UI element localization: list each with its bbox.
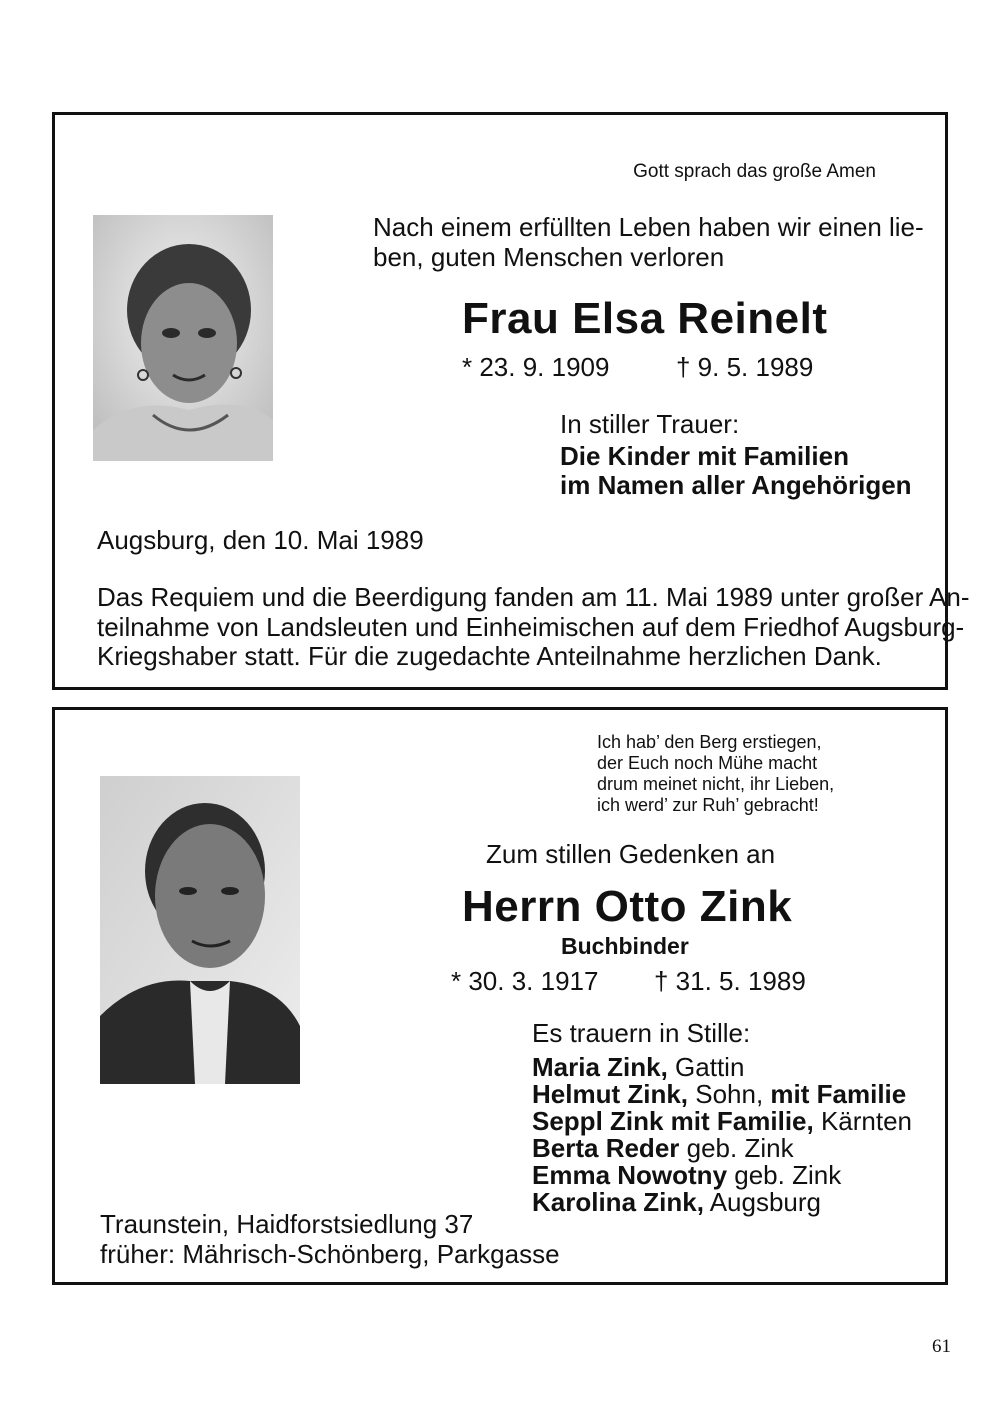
mourners-line-2: im Namen aller Angehörigen bbox=[560, 470, 912, 500]
birth-date: * 23. 9. 1909 bbox=[462, 352, 610, 382]
poem-line: ich werd’ zur Ruh’ gebracht! bbox=[597, 795, 819, 815]
mourner-entry: Karolina Zink, Augsburg bbox=[532, 1187, 822, 1217]
occupation: Buchbinder bbox=[561, 933, 689, 959]
funeral-text-line-2: teilnahme von Landsleuten und Einheimischen auf dem Friedhof Augsburg- bbox=[97, 612, 965, 642]
deceased-name: Frau Elsa Reinelt bbox=[462, 294, 828, 343]
motto-text: Gott sprach das große Amen bbox=[633, 161, 876, 182]
portrait-photo-elsa-reinelt bbox=[93, 215, 273, 461]
mourners-line-1: Die Kinder mit Familien bbox=[560, 441, 849, 471]
mourner-entry: Helmut Zink, Sohn, mit Familie bbox=[532, 1079, 907, 1109]
address-line-2: früher: Mährisch-Schönberg, Parkgasse bbox=[100, 1239, 560, 1269]
mourners-list bbox=[532, 1054, 912, 1216]
poem-block bbox=[597, 732, 834, 816]
intro-line-2: ben, guten Menschen verloren bbox=[373, 242, 725, 272]
funeral-text-line-1: Das Requiem und die Beerdigung fanden am 11. Mai 1989 unter großer An- bbox=[97, 582, 970, 612]
mourner-entry: Seppl Zink mit Familie, Kärnten bbox=[532, 1106, 913, 1136]
intro-line-1: Nach einem erfüllten Leben haben wir einen lie- bbox=[373, 212, 924, 242]
birth-date: * 30. 3. 1917 bbox=[451, 966, 599, 996]
mourner-entry: Emma Nowotny geb. Zink bbox=[532, 1160, 842, 1190]
poem-line: Ich hab’ den Berg erstiegen, bbox=[597, 732, 822, 752]
death-date: † 9. 5. 1989 bbox=[676, 352, 814, 382]
poem-line: der Euch noch Mühe macht bbox=[597, 753, 818, 773]
funeral-text-line-3: Kriegshaber statt. Für die zugedachte Anteilnahme herzlichen Dank. bbox=[97, 641, 882, 671]
mourning-label: In stiller Trauer: bbox=[560, 409, 740, 439]
portrait-photo-otto-zink bbox=[100, 776, 300, 1084]
mourner-entry: Maria Zink, Gattin bbox=[532, 1052, 745, 1082]
page-number: 61 bbox=[932, 1336, 951, 1357]
poem-line: drum meinet nicht, ihr Lieben, bbox=[597, 774, 835, 794]
deceased-name: Herrn Otto Zink bbox=[462, 882, 793, 931]
address-line-1: Traunstein, Haidforstsiedlung 37 bbox=[100, 1209, 474, 1239]
mourner-entry: Berta Reder geb. Zink bbox=[532, 1133, 794, 1163]
death-date: † 31. 5. 1989 bbox=[654, 966, 806, 996]
place-and-date: Augsburg, den 10. Mai 1989 bbox=[97, 525, 424, 555]
mourning-label: Es trauern in Stille: bbox=[532, 1018, 751, 1048]
memorial-intro: Zum stillen Gedenken an bbox=[486, 839, 776, 869]
